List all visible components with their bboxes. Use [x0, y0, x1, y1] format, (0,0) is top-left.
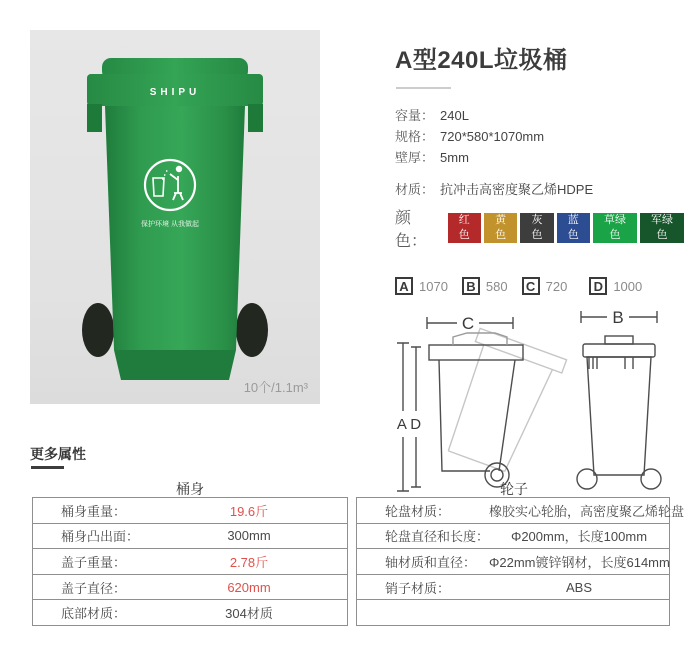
row-label: 底部材质： — [61, 606, 127, 622]
dim-value: 580 — [485, 278, 508, 294]
dim-a — [395, 277, 462, 295]
row-value: ABS — [565, 579, 592, 595]
spec-label: 容量： — [395, 108, 435, 123]
table-row — [357, 524, 669, 550]
table-row — [33, 549, 347, 575]
dim-key: C — [522, 277, 540, 295]
table-row — [33, 600, 347, 625]
table-row — [33, 575, 347, 601]
bin-hinge-left — [87, 104, 102, 132]
table-title-body: 桶身 — [176, 481, 204, 497]
dim-value: 1070 — [419, 278, 448, 294]
color-swatch-red[interactable]: 红色 — [448, 213, 481, 243]
spec-size — [395, 126, 687, 147]
dim-value: 720 — [545, 278, 568, 294]
page-title: A型240L垃圾桶 — [395, 47, 568, 74]
spec-label: 壁厚： — [395, 150, 435, 165]
row-label: 桶身重量： — [61, 503, 127, 519]
left-wheel — [82, 303, 114, 357]
dim-key: A — [395, 277, 413, 295]
row-label: 轮盘直径和长度： — [385, 529, 490, 545]
diagram-label-b: B — [612, 308, 624, 327]
row-label: 销子材质： — [385, 580, 451, 596]
bin-body — [105, 106, 245, 350]
spec-value: 720*580*1070mm — [440, 129, 545, 144]
dimension-diagram — [395, 303, 680, 495]
row-label: 盖子重量： — [61, 554, 127, 570]
dim-b — [462, 277, 522, 295]
table-row — [357, 549, 669, 575]
diagram-label-ad: A D — [396, 416, 422, 433]
colors-label: 颜色： — [395, 210, 428, 250]
table-title-wheels: 轮子 — [500, 481, 528, 497]
row-value: Φ22mm镀锌钢材，长度614mm — [489, 554, 670, 570]
green-bin-image — [30, 30, 320, 404]
dim-c — [522, 277, 582, 295]
right-wheel — [236, 303, 268, 357]
spec-label: 规格： — [395, 129, 435, 144]
row-label: 轴材质和直径： — [385, 554, 477, 570]
spec-value: 5mm — [440, 150, 469, 165]
table-row — [33, 498, 347, 524]
packing-note: 10个/1.1m³ — [243, 380, 308, 395]
brand-text: SHIPU — [149, 87, 201, 98]
color-swatch-yellow[interactable]: 黄色 — [484, 213, 517, 243]
spec-label: 材质： — [395, 182, 435, 197]
row-value: 304材质 — [225, 606, 273, 622]
spec-value: 抗冲击高密度聚乙烯HDPE — [440, 182, 594, 197]
row-value: 300mm — [227, 528, 271, 544]
spec-material — [395, 179, 687, 200]
dim-key: B — [462, 277, 480, 295]
body-attributes-table — [32, 497, 348, 626]
title-divider — [396, 87, 451, 89]
product-photo — [30, 30, 320, 404]
bin-hinge-right — [248, 104, 263, 132]
row-value: 橡胶实心轮胎，高密度聚乙烯轮盘 — [489, 503, 685, 519]
spec-thickness — [395, 147, 687, 168]
row-value: 19.6斤 — [229, 503, 269, 519]
dimension-legend — [395, 277, 687, 295]
dim-value: 1000 — [613, 278, 643, 294]
color-swatch-armygreen[interactable]: 军绿色 — [640, 213, 684, 243]
logo-slogan: 保护环境 从我做起 — [141, 221, 199, 228]
diagram-label-c: C — [461, 314, 475, 333]
row-label: 桶身凸出面： — [61, 529, 140, 545]
spec-capacity — [395, 105, 687, 126]
table-row — [357, 498, 685, 524]
table-row-empty — [357, 600, 669, 625]
row-value: 620mm — [227, 579, 271, 595]
color-swatch-blue[interactable]: 蓝色 — [557, 213, 590, 243]
color-swatch-gray[interactable]: 灰色 — [520, 213, 553, 243]
row-value: 2.78斤 — [229, 554, 269, 570]
table-row — [33, 524, 347, 550]
table-row — [357, 575, 669, 601]
bin-base — [114, 350, 236, 380]
row-value: Φ200mm，长度100mm — [510, 529, 648, 545]
wheel-attributes-table — [356, 497, 685, 626]
spec-value: 240L — [440, 108, 469, 123]
more-attributes-heading: 更多属性 — [30, 446, 86, 462]
more-attributes-divider — [31, 466, 64, 469]
color-swatch-grassgreen[interactable]: 草绿色 — [593, 213, 637, 243]
row-label: 盖子直径： — [61, 580, 127, 596]
dim-key: D — [589, 277, 607, 295]
color-options-row — [395, 205, 687, 251]
row-label: 轮盘材质： — [385, 503, 451, 519]
product-info — [395, 40, 687, 500]
dim-d — [589, 277, 656, 295]
